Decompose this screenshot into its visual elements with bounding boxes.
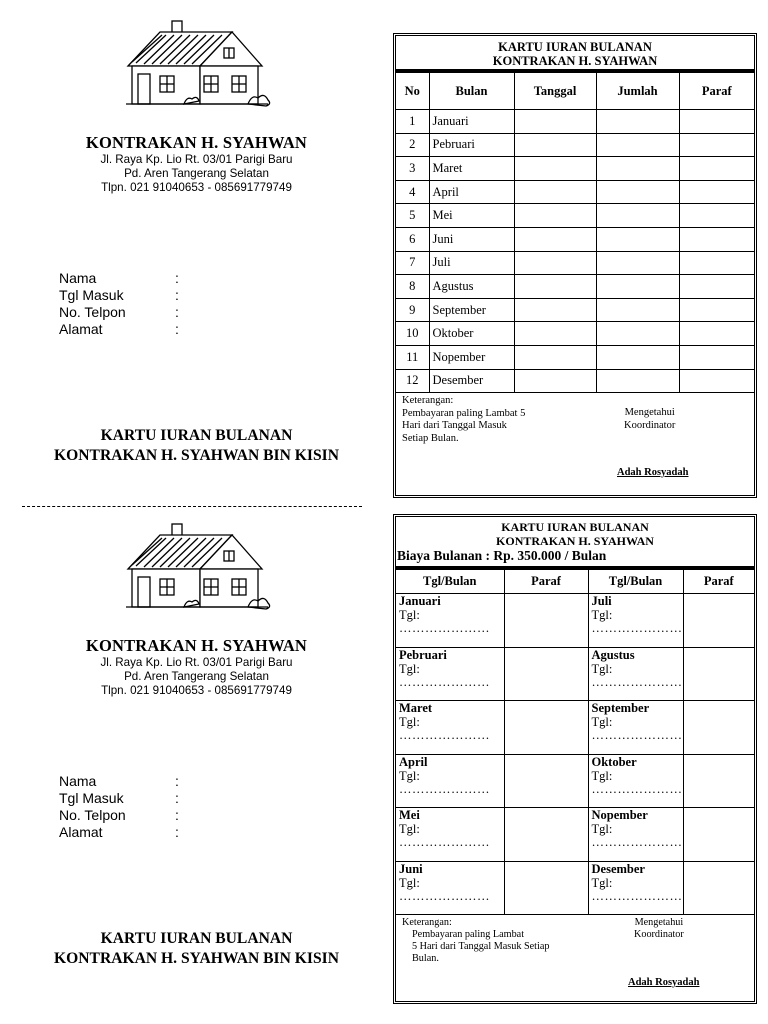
tgl-label: Tgl:: [591, 822, 613, 836]
note-line: Hari dari Tanggal Masuk: [402, 420, 507, 432]
table-row: [396, 251, 754, 275]
row-jumlah-cell[interactable]: [596, 157, 679, 181]
row-bulan: September: [429, 298, 514, 322]
brand-name: KONTRAKAN H. SYAHWAN: [85, 636, 308, 655]
month-date-cell[interactable]: [588, 701, 683, 755]
row-bulan: Desember: [429, 369, 514, 393]
row-bulan: Maret: [429, 157, 514, 181]
house-illustration: [120, 521, 272, 613]
tgl-label: Tgl:: [591, 661, 613, 676]
brand-phone: Tlpn. 021 91040653 - 085691779749: [101, 181, 292, 194]
row-bulan: Agustus: [429, 275, 514, 299]
row-jumlah-cell[interactable]: [596, 251, 679, 275]
date-dots: …………………: [399, 835, 490, 849]
row-tanggal-cell[interactable]: [514, 204, 596, 228]
grid-row: [396, 647, 754, 701]
date-dots: …………………: [591, 781, 683, 796]
row-bulan: Januari: [429, 110, 514, 134]
card2-payment-grid: [396, 569, 754, 915]
month-name: Pebruari: [399, 647, 447, 662]
date-dots: …………………: [591, 728, 683, 742]
card1-header: [396, 36, 754, 69]
row-no: 4: [396, 180, 429, 204]
field-label: Alamat: [59, 824, 103, 840]
field-no-telpon: [59, 304, 179, 321]
month-name: September: [591, 701, 650, 715]
col-no: No: [396, 73, 429, 110]
row-tanggal-cell[interactable]: [514, 133, 596, 157]
row-tanggal-cell[interactable]: [514, 251, 596, 275]
card-big-title: [0, 426, 393, 466]
field-tgl-masuk: [59, 287, 179, 304]
tgl-label: Tgl:: [591, 875, 613, 890]
month-date-cell[interactable]: [588, 594, 683, 648]
row-no: 2: [396, 133, 429, 157]
row-paraf-cell[interactable]: [679, 110, 754, 134]
col-paraf: Paraf: [504, 570, 588, 594]
table-row: [396, 322, 754, 346]
field-colon: :: [175, 807, 179, 823]
row-jumlah-cell[interactable]: [596, 180, 679, 204]
month-name: Mei: [399, 808, 420, 822]
paraf-cell[interactable]: [683, 594, 754, 648]
row-jumlah-cell[interactable]: [596, 275, 679, 299]
row-paraf-cell[interactable]: [679, 227, 754, 251]
paraf-cell[interactable]: [504, 594, 588, 648]
row-jumlah-cell[interactable]: [596, 298, 679, 322]
field-label: Tgl Masuk: [59, 287, 124, 303]
field-label: Alamat: [59, 321, 103, 337]
date-dots: …………………: [399, 674, 490, 689]
paraf-cell[interactable]: [683, 701, 754, 755]
note-line: Pembayaran paling Lambat: [412, 929, 525, 940]
grid-row: [396, 808, 754, 862]
grid-row: [396, 754, 754, 808]
brand-address-2: Pd. Aren Tangerang Selatan: [124, 670, 269, 683]
paraf-cell[interactable]: [683, 754, 754, 808]
tenant-fields: [59, 773, 179, 841]
col-bulan: Bulan: [429, 73, 514, 110]
field-label: Nama: [59, 270, 97, 286]
row-tanggal-cell[interactable]: [514, 345, 596, 369]
row-no: 9: [396, 298, 429, 322]
month-name: Oktober: [591, 754, 637, 769]
month-name: Desember: [591, 861, 645, 876]
signer-name: Adah Rosyadah: [617, 467, 689, 479]
field-alamat: [59, 824, 179, 841]
row-no: 11: [396, 345, 429, 369]
row-no: 5: [396, 204, 429, 228]
card2-header: [396, 517, 754, 548]
note-line: 5 Hari dari Tanggal Masuk Setiap: [412, 941, 550, 952]
tgl-label: Tgl:: [399, 822, 420, 836]
row-no: 8: [396, 275, 429, 299]
paraf-cell[interactable]: [683, 808, 754, 862]
row-paraf-cell[interactable]: [679, 204, 754, 228]
table-row: [396, 133, 754, 157]
tgl-label: Tgl:: [399, 715, 420, 729]
card1-notes: [396, 393, 754, 483]
row-tanggal-cell[interactable]: [514, 180, 596, 204]
month-name: Agustus: [591, 647, 635, 662]
table-row: [396, 227, 754, 251]
big-title-line-2: KONTRAKAN H. SYAHWAN BIN KISIN: [54, 950, 339, 967]
note-label: Keterangan:: [402, 917, 452, 928]
ack-line-2: Koordinator: [624, 419, 676, 431]
row-tanggal-cell[interactable]: [514, 275, 596, 299]
monthly-fee: Biaya Bulanan : Rp. 350.000 / Bulan: [397, 548, 607, 563]
paraf-cell[interactable]: [683, 647, 754, 701]
month-date-cell[interactable]: [396, 754, 504, 808]
row-tanggal-cell[interactable]: [514, 369, 596, 393]
row-jumlah-cell[interactable]: [596, 133, 679, 157]
row-bulan: Mei: [429, 204, 514, 228]
note-line: Setiap Bulan.: [402, 432, 459, 444]
grid-row: [396, 701, 754, 755]
col-tgl-bulan: Tgl/Bulan: [396, 570, 504, 594]
field-colon: :: [175, 270, 179, 286]
date-dots: …………………: [591, 674, 683, 689]
col-paraf: Paraf: [683, 570, 754, 594]
row-jumlah-cell[interactable]: [596, 369, 679, 393]
month-date-cell[interactable]: [588, 861, 683, 915]
row-paraf-cell[interactable]: [679, 322, 754, 346]
row-tanggal-cell[interactable]: [514, 227, 596, 251]
monthly-card-grid: [393, 514, 757, 1004]
date-dots: …………………: [591, 621, 683, 635]
house-illustration: [120, 18, 272, 110]
table-row: [396, 298, 754, 322]
row-jumlah-cell[interactable]: [596, 227, 679, 251]
row-bulan: Juni: [429, 227, 514, 251]
row-bulan: Oktober: [429, 322, 514, 346]
note-line: Pembayaran paling Lambat 5: [402, 407, 526, 419]
date-dots: …………………: [591, 835, 683, 849]
row-jumlah-cell[interactable]: [596, 345, 679, 369]
field-colon: :: [175, 304, 179, 320]
tgl-label: Tgl:: [591, 715, 613, 729]
month-date-cell[interactable]: [396, 701, 504, 755]
row-paraf-cell[interactable]: [679, 133, 754, 157]
card1-title-1: KARTU IURAN BULANAN: [498, 40, 652, 54]
card1-title-2: KONTRAKAN H. SYAHWAN: [492, 54, 658, 68]
tgl-label: Tgl:: [399, 608, 420, 622]
tenant-fields: [59, 270, 179, 338]
field-label: No. Telpon: [59, 807, 126, 823]
field-nama: [59, 773, 179, 790]
note-label: Keterangan:: [402, 395, 454, 407]
row-bulan: Juli: [429, 251, 514, 275]
field-colon: :: [175, 790, 179, 806]
date-dots: …………………: [399, 888, 490, 903]
date-dots: …………………: [399, 621, 490, 635]
row-no: 7: [396, 251, 429, 275]
signer-name: Adah Rosyadah: [628, 977, 700, 988]
field-label: No. Telpon: [59, 304, 126, 320]
card-big-title: [0, 929, 393, 969]
field-colon: :: [175, 824, 179, 840]
date-dots: …………………: [399, 728, 490, 742]
row-bulan: April: [429, 180, 514, 204]
paraf-cell[interactable]: [504, 701, 588, 755]
month-name: Nopember: [591, 808, 648, 822]
table-row: [396, 180, 754, 204]
date-dots: …………………: [399, 781, 490, 796]
month-date-cell[interactable]: [396, 808, 504, 862]
row-paraf-cell[interactable]: [679, 157, 754, 181]
brand-name: KONTRAKAN H. SYAHWAN: [85, 133, 308, 152]
big-title-line-2: KONTRAKAN H. SYAHWAN BIN KISIN: [54, 447, 339, 464]
month-date-cell[interactable]: [396, 594, 504, 648]
brand-phone: Tlpn. 021 91040653 - 085691779749: [101, 684, 292, 697]
row-paraf-cell[interactable]: [679, 345, 754, 369]
field-alamat: [59, 321, 179, 338]
big-title-line-1: KARTU IURAN BULANAN: [100, 930, 293, 947]
paraf-cell[interactable]: [504, 647, 588, 701]
paraf-cell[interactable]: [504, 808, 588, 862]
col-paraf: Paraf: [679, 73, 754, 110]
row-jumlah-cell[interactable]: [596, 204, 679, 228]
ack-line-1: Mengetahui: [624, 407, 675, 419]
table-header-row: [396, 73, 754, 110]
row-paraf-cell[interactable]: [679, 275, 754, 299]
row-tanggal-cell[interactable]: [514, 298, 596, 322]
tgl-label: Tgl:: [399, 875, 420, 890]
row-no: 12: [396, 369, 429, 393]
field-tgl-masuk: [59, 790, 179, 807]
row-bulan: Nopember: [429, 345, 514, 369]
big-title-line-1: KARTU IURAN BULANAN: [100, 427, 293, 444]
row-paraf-cell[interactable]: [679, 251, 754, 275]
field-no-telpon: [59, 807, 179, 824]
card1-payment-table: [396, 72, 754, 393]
field-label: Nama: [59, 773, 97, 789]
monthly-card-table: [393, 33, 757, 498]
grid-row: [396, 594, 754, 648]
grid-row: [396, 861, 754, 915]
row-paraf-cell[interactable]: [679, 369, 754, 393]
field-colon: :: [175, 321, 179, 337]
grid-header-row: [396, 570, 754, 594]
brand-address-1: Jl. Raya Kp. Lio Rt. 03/01 Parigi Baru: [100, 656, 293, 669]
paraf-cell[interactable]: [683, 861, 754, 915]
month-date-cell[interactable]: [588, 808, 683, 862]
card2-title-1: KARTU IURAN BULANAN: [501, 520, 649, 534]
month-name: Juni: [399, 861, 423, 876]
row-paraf-cell[interactable]: [679, 180, 754, 204]
tgl-label: Tgl:: [591, 608, 613, 622]
ack-line-2: Koordinator: [634, 929, 684, 940]
col-jumlah: Jumlah: [596, 73, 679, 110]
month-date-cell[interactable]: [396, 647, 504, 701]
table-row: [396, 345, 754, 369]
table-row: [396, 204, 754, 228]
row-jumlah-cell[interactable]: [596, 110, 679, 134]
col-tgl-bulan: Tgl/Bulan: [588, 570, 683, 594]
month-date-cell[interactable]: [588, 754, 683, 808]
row-no: 1: [396, 110, 429, 134]
month-name: Juli: [591, 594, 612, 608]
brand-block: [0, 133, 393, 195]
row-paraf-cell[interactable]: [679, 298, 754, 322]
field-colon: :: [175, 287, 179, 303]
field-label: Tgl Masuk: [59, 790, 124, 806]
table-row: [396, 275, 754, 299]
month-name: Januari: [399, 594, 441, 608]
row-tanggal-cell[interactable]: [514, 157, 596, 181]
table-row: [396, 110, 754, 134]
card2-title-2: KONTRAKAN H. SYAHWAN: [496, 533, 654, 548]
month-date-cell[interactable]: [588, 647, 683, 701]
note-line: Bulan.: [412, 953, 439, 964]
row-no: 10: [396, 322, 429, 346]
paraf-cell[interactable]: [504, 861, 588, 915]
card1-ack: [624, 407, 675, 432]
ack-line-1: Mengetahui: [634, 917, 684, 928]
row-jumlah-cell[interactable]: [596, 322, 679, 346]
card2-notes: [396, 915, 754, 995]
brand-address-1: Jl. Raya Kp. Lio Rt. 03/01 Parigi Baru: [100, 153, 293, 166]
paraf-cell[interactable]: [504, 754, 588, 808]
row-tanggal-cell[interactable]: [514, 110, 596, 134]
month-name: Maret: [399, 701, 433, 715]
month-name: April: [399, 754, 428, 769]
field-colon: :: [175, 773, 179, 789]
card2-ack: [634, 917, 684, 941]
row-no: 3: [396, 157, 429, 181]
table-row: [396, 369, 754, 393]
tgl-label: Tgl:: [591, 768, 613, 783]
field-nama: [59, 270, 179, 287]
tgl-label: Tgl:: [399, 661, 420, 676]
row-tanggal-cell[interactable]: [514, 322, 596, 346]
brand-address-2: Pd. Aren Tangerang Selatan: [124, 167, 269, 180]
date-dots: …………………: [591, 888, 683, 903]
col-tanggal: Tanggal: [514, 73, 596, 110]
table-row: [396, 157, 754, 181]
month-date-cell[interactable]: [396, 861, 504, 915]
tgl-label: Tgl:: [399, 768, 420, 783]
brand-block: [0, 636, 393, 698]
row-no: 6: [396, 227, 429, 251]
row-bulan: Pebruari: [429, 133, 514, 157]
